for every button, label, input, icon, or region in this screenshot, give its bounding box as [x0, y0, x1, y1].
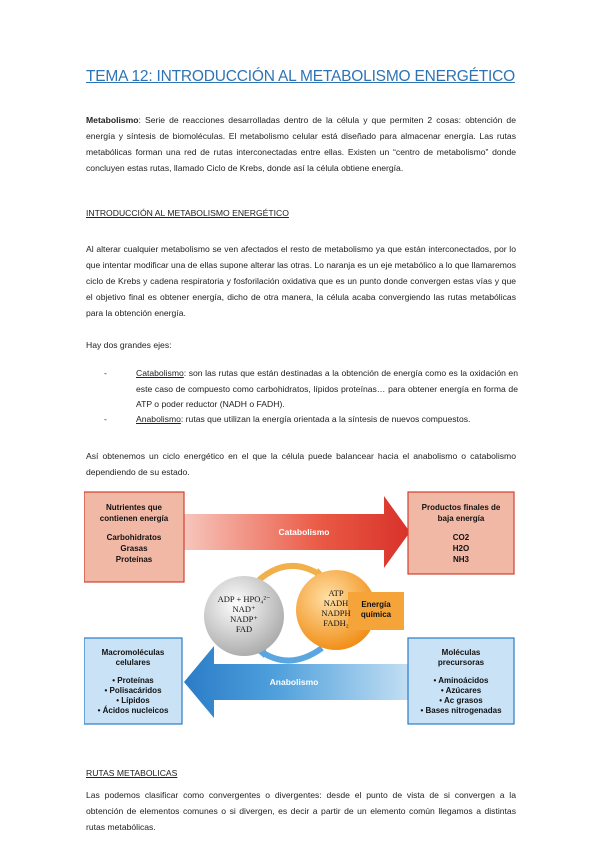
macro-item: • Polisacáridos	[104, 686, 162, 695]
nutrient-item: Proteínas	[115, 555, 153, 564]
macro-item: • Ácidos nucleicos	[97, 706, 169, 715]
anabolism-text: : rutas que utilizan la energía orientada a la síntesis de nuevos compuestos.	[180, 414, 471, 424]
metabolism-diagram	[84, 488, 516, 728]
orange-circle-text: ATP NADH NADPH FADH₂	[321, 588, 351, 628]
precursor-item: • Azúcares	[440, 686, 482, 695]
intro-term: Metabolismo	[86, 115, 139, 125]
nutrients-label: Nutrientes que contienen energía Carbohidratos Grasas Proteínas	[84, 502, 184, 565]
nutrient-item: Carbohidratos	[106, 533, 162, 542]
product-item: NH3	[452, 555, 469, 564]
grey-circle-text: ADP + HPO₄²⁻ NAD⁺ NADP⁺ FAD	[217, 594, 271, 634]
section1-closing-paragraph: Así obtenemos un ciclo energético en el que la célula puede balancear hacia el anabolismo o catabolismo dependiendo de su estado.	[86, 451, 516, 477]
axes-intro: Hay dos grandes ejes:	[86, 340, 172, 350]
products-label: Productos finales de baja energía CO2 H2O NH3	[408, 502, 514, 565]
product-item: H2O	[452, 544, 470, 553]
energy-label: Energía química	[360, 600, 392, 619]
precursor-item: • Bases nitrogenadas	[420, 706, 502, 715]
section2-heading: RUTAS METABOLICAS	[86, 768, 178, 778]
bullet-anabolism: - Anabolismo: rutas que utilizan la energía orientada a la síntesis de nuevos compuestos.	[104, 414, 471, 424]
anabolism-label: Anabolismo	[269, 677, 319, 687]
macro-label: Macromoléculas celulares • Proteínas • Polisacáridos • Lípidos • Ácidos nucleicos	[84, 648, 182, 716]
precursor-item: • Aminoácidos	[433, 676, 489, 685]
product-item: CO2	[452, 533, 470, 542]
macro-item: • Proteínas	[112, 676, 154, 685]
intro-text: : Serie de reacciones desarrolladas dentro de la célula y que permiten 2 cosas: obtención de energía y síntesis de biomoléculas. El metabolismo celular está diseñado para almacenar energía. Las rutas metabólicas forman una red de rutas interconectadas entre ellas. Existen un “centro de metabolismo” donde concluyen estas rutas, llamado Ciclo de Krebs, donde así la célula obtiene energía.	[86, 115, 516, 173]
precursor-item: • Ac grasos	[439, 696, 483, 705]
nutrient-item: Grasas	[120, 544, 148, 553]
precursors-label: Moléculas precursoras • Aminoácidos • Azúcares • Ac grasos • Bases nitrogenadas	[408, 648, 514, 716]
catabolism-text: : son las rutas que están destinadas a la obtención de energía como es la oxidación en este caso de compuesto como carbohidratos, lípidos proteínas… para obtener energía en forma de ATP o poder reductor (NADH o FADH).	[136, 368, 518, 409]
anabolism-term: Anabolismo	[136, 414, 181, 424]
intro-paragraph	[86, 112, 516, 176]
page-title: TEMA 12: INTRODUCCIÓN AL METABOLISMO ENERGÉTICO	[86, 68, 515, 85]
section1-heading: INTRODUCCIÓN AL METABOLISMO ENERGÉTICO	[86, 208, 289, 218]
section2-paragraph: Las podemos clasificar como convergentes o divergentes: desde el punto de vista de si convergen a la obtención de elementos comunes o si divergen, es decir a partir de un elemento común llegamos a distintas rutas metabólicas.	[86, 790, 516, 832]
catabolism-term: Catabolismo	[136, 368, 184, 378]
catabolism-label: Catabolismo	[278, 527, 330, 537]
section1-paragraph: Al alterar cualquier metabolismo se ven afectados el resto de metabolismo ya que están interconectados, por lo que intentar modificar una de ellas supone alterar las otras. Lo naranja es un eje metabólico a lo que llamaremos ciclo de Krebs y cadena respiratoria y fosforilación oxidativa que es un punto donde convergen estas vías y que el objetivo final es obtener energía, dicho de otra manera, la célula acaba convergiendo las rutas metabólicas para la obtención energía.	[86, 244, 516, 318]
macro-item: • Lípidos	[116, 696, 150, 705]
bullet-catabolism: - Catabolismo: son las rutas que están destinadas a la obtención de energía como es la oxidación en este caso de compuesto como carbohidratos, lípidos proteínas… para obtener energía en forma de ATP o poder reductor (NADH o FADH).	[104, 368, 518, 409]
